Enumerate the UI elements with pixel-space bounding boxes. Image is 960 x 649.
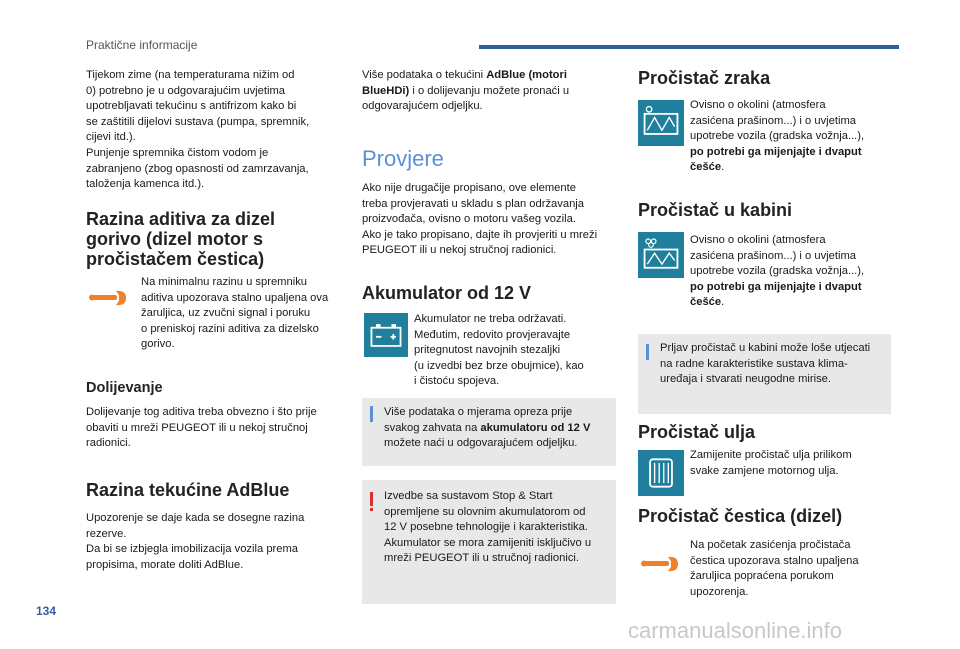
battery-heading: Akumulator od 12 V [362, 283, 532, 303]
info-icon [646, 344, 649, 360]
page-number: 134 [36, 604, 57, 618]
adblue-text: Upozorenje se daje kada se dosegne razina rezerve. Da bi se izbjegla imobilizacija vozila prema propisima, morate doliti AdBlue. [86, 512, 305, 571]
wrench-icon [640, 553, 680, 575]
oil-filter-heading: Pročistač ulja [638, 422, 756, 442]
oil-filter-text: Zamijenite pročistač ulja prilikom svake zamjene motornog ulja. [690, 449, 852, 477]
air-filter-heading: Pročistač zraka [638, 68, 771, 88]
winter-intro: Tijekom zime (na temperaturama nižim od 0) potrebno je u odgovarajućim uvjetima upotrebljavati tekućinu s antifrizom kako bi se zaštitili dijelovi sustava (pumpa, spremnik, cijevi itd.). Punjenje spremnika čistom vodom je zabranjeno (zbog opasnosti od zamrzavanja, taloženja kamenca itd.). [86, 69, 310, 191]
refill-text: Dolijevanje tog aditiva treba obvezno i što prije obaviti u mreži PEUGEOT ili u nekoj stručnoj radionici. [86, 406, 317, 450]
watermark: carmanualsonline.info [628, 618, 843, 643]
additive-heading: Razina aditiva za dizel gorivo (dizel motor s pročistačem čestica) [86, 209, 276, 269]
checks-title: Provjere [362, 146, 444, 171]
air-filter-text: Ovisno o okolini (atmosfera zasićena prašinom...) i o uvjetima upotrebe vozila (gradska vožnja...), po potrebi ga mijenjajte i dvaput češće. [690, 99, 865, 174]
cabin-filter-note: Prljav pročistač u kabini može loše utjecati na radne karakteristike sustava klima- uređaja i stvarati neugodne mirise. [638, 334, 891, 414]
battery-icon [364, 313, 408, 357]
cabin-filter-icon [638, 232, 684, 278]
dpf-text: Na početak zasićenja pročistača čestica upozorava stalno upaljena žaruljica popraćena porukom upozorenja. [690, 539, 859, 598]
air-filter-icon [638, 100, 684, 146]
battery-info-note: Više podataka o mjerama opreza prije svakog zahvata na akumulatoru od 12 V možete naći u odgovarajućem odjeljku. [362, 398, 616, 466]
battery-text: Akumulator ne treba održavati. Međutim, redovito provjeravajte pritegnutost navojnih stezaljki (u izvedbi bez brze obujmice), kao i čistoću spojeva. [414, 313, 584, 388]
oil-filter-icon [638, 450, 684, 496]
refill-heading: Dolijevanje [86, 380, 163, 396]
adblue-more-info: Više podataka o tekućini AdBlue (motori BlueHDi) i o dolijevanju možete pronaći u odgovarajućem odjeljku. [362, 69, 570, 113]
checks-text: Ako nije drugačije propisano, ove elemente treba provjeravati u skladu s plan održavanja proizvođača, ovisno o motoru vašeg vozila. Ako je tako propisano, dajte ih provjeriti u mreži PEUGEOT ili u nekoj stručnoj radionici. [362, 182, 598, 257]
battery-warning-note: Izvedbe sa sustavom Stop & Start opremljene su olovnim akumulatorom od 12 V posebne tehnologije i karakteristika. Akumulator se mora zamijeniti isključivo u mreži PEUGEOT ili u stručnoj radionici. [362, 480, 616, 604]
warning-icon [370, 492, 373, 506]
cabin-filter-heading: Pročistač u kabini [638, 200, 793, 220]
dpf-heading: Pročistač čestica (dizel) [638, 506, 843, 526]
info-icon [370, 406, 373, 422]
adblue-heading: Razina tekućine AdBlue [86, 480, 290, 500]
header-bar [479, 45, 899, 49]
wrench-icon [88, 287, 128, 309]
additive-text: Na minimalnu razinu u spremniku aditiva upozorava stalno upaljena ova žaruljica, uz zvučni signal i poruku o preniskoj razini aditiva za dizelsko gorivo. [141, 276, 329, 351]
section-title: Praktične informacije [86, 38, 198, 52]
cabin-filter-text: Ovisno o okolini (atmosfera zasićena prašinom...) i o uvjetima upotrebe vozila (gradska vožnja...), po potrebi ga mijenjajte i dvaput češće. [690, 234, 865, 309]
